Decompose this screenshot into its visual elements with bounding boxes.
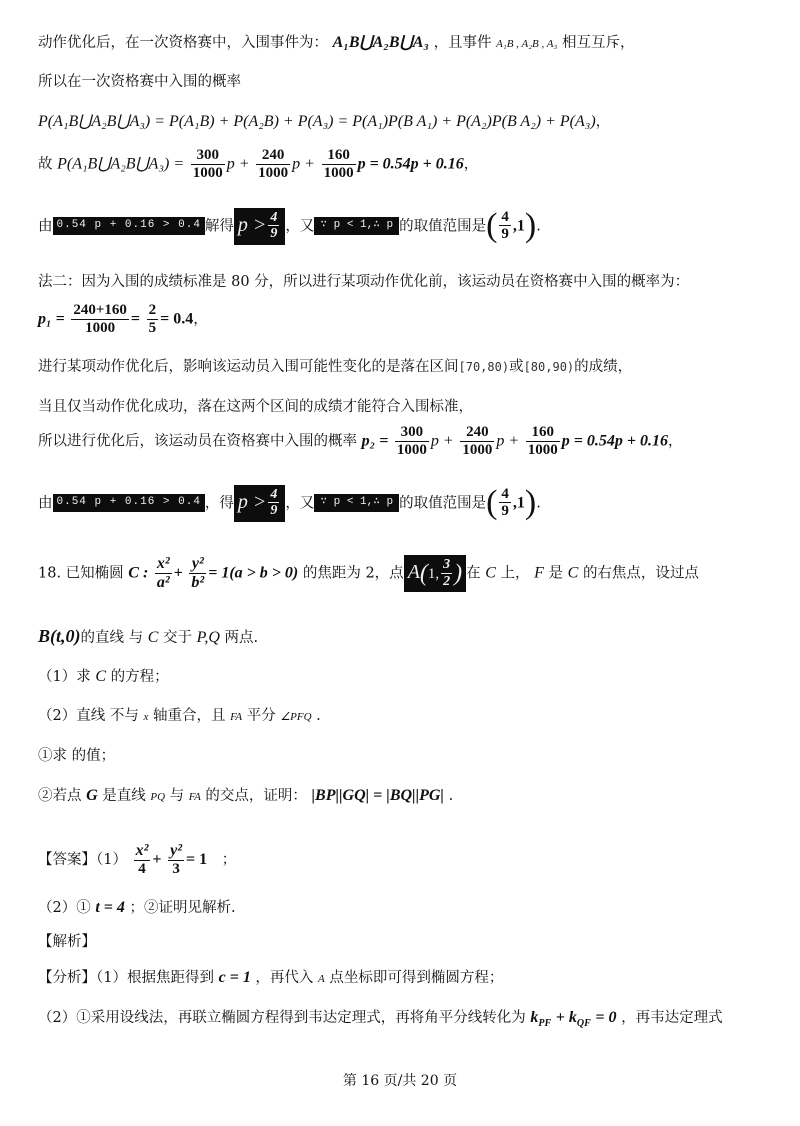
- t-value: t = 4: [95, 899, 125, 916]
- numerator: y²: [189, 556, 206, 574]
- lhs-expr: p₂ =: [361, 432, 389, 450]
- numerator: 4: [270, 486, 278, 502]
- redacted-inequality-box: 0.54 p + 0.16 > 0.4: [53, 217, 205, 235]
- fraction: [189, 556, 206, 591]
- fraction: [71, 303, 129, 336]
- line-2: [38, 73, 770, 91]
- line-1: [38, 33, 770, 53]
- fraction: [395, 425, 429, 458]
- punct: .: [536, 495, 541, 512]
- text: 故: [38, 156, 53, 173]
- text: 由: [38, 218, 53, 235]
- fraction: [441, 558, 452, 589]
- rhs-expr: = 0.4: [160, 310, 194, 328]
- page-footer: 第 16 页/共 20 页: [342, 1073, 458, 1089]
- line-3-probability-expr: [38, 112, 770, 132]
- line-7: [38, 303, 770, 336]
- denominator: 1000: [192, 164, 223, 181]
- p-label: p >: [237, 213, 267, 236]
- punct: ，: [667, 433, 683, 450]
- text: 的直线 与: [80, 630, 144, 646]
- text: ，且事件: [433, 35, 492, 51]
- point-a-box: A(1, $\frac{3}{2}$ ): [404, 555, 466, 592]
- numerator: 300: [191, 148, 225, 165]
- line-10: 所以进行优化后，该运动员在资格赛中入围的概率 p₂ = $\frac{300}{1000}$ p + $\frac{240}{1000}$ p + $\frac{160}{1000}$ p = 0.54p + 0.16，: [38, 424, 683, 458]
- ellipse-label: C :: [128, 564, 149, 582]
- denominator: 3: [172, 860, 180, 877]
- text: .: [316, 708, 321, 724]
- denominator: 4: [138, 860, 146, 877]
- numerator: 4: [501, 208, 509, 225]
- text: ；②证明见解析.: [129, 900, 236, 916]
- denominator: a²: [156, 573, 170, 591]
- point-label: A: [407, 561, 420, 584]
- answer-line-2: [38, 898, 770, 918]
- line-4: 故 P(A₁B⋃A₂B⋃A₃) = $\frac{300}{1000}$ p + $\frac{240}{1000}$ p + $\frac{160}{1000}$ p = 0.54p + 0.16，: [38, 147, 479, 181]
- probability-expansion: P(A₁B⋃A₂B⋃A₃) = P(A₁B) + P(A₂B) + P(A₃) = P(A₁)P(B A₁) + P(A₂)P(B A₂) + P(A₃): [38, 113, 596, 130]
- lhs-expr: p₁ =: [38, 310, 65, 328]
- interval-end: ,1: [512, 494, 525, 512]
- text: ，再代入: [255, 970, 314, 986]
- k-label: k: [530, 1009, 539, 1026]
- c-label: C: [147, 629, 159, 646]
- text: （2）①采用设线法，再联立椭圆方程得到韦达定理式，再将角平分线转化为: [38, 1010, 526, 1026]
- denominator: 2: [443, 573, 451, 589]
- text: 当且仅当动作优化成功，落在这两个区间的成绩才能符合入围标准，: [38, 399, 473, 415]
- text: 【答案】（1）: [38, 852, 127, 869]
- punct: ，: [463, 156, 479, 173]
- sub-question-2-1: [38, 747, 770, 765]
- denominator: 9: [270, 503, 278, 519]
- plus: +: [152, 851, 162, 869]
- punct: ，: [595, 114, 611, 130]
- text: 的焦距为 2，点: [302, 565, 404, 582]
- text: 或: [509, 359, 524, 375]
- text: 法二：因为入围的成绩标准是 80 分，所以进行某项动作优化前，该运动员在资格赛中入围的概率为：: [38, 274, 690, 290]
- fa-label: FA: [188, 791, 201, 803]
- text: ①求 的值；: [38, 748, 116, 764]
- condition-box: ∵ p < 1,∴ p: [314, 494, 399, 512]
- text: 在: [466, 565, 481, 582]
- angle-label: ∠PFQ: [280, 711, 312, 723]
- text: 【分析】（1）根据焦距得到: [38, 970, 214, 986]
- text: 交于: [163, 630, 192, 646]
- text: ，又: [285, 495, 315, 512]
- equals-one: = 1: [186, 851, 208, 869]
- fraction: [155, 556, 172, 591]
- interval: [80,90): [523, 360, 575, 374]
- p-label: p >: [237, 490, 267, 513]
- denominator: 9: [501, 503, 509, 520]
- numerator: x²: [156, 554, 170, 572]
- equals: =: [130, 310, 140, 328]
- denominator: b²: [191, 573, 205, 591]
- text: 平分: [246, 708, 276, 724]
- text: 的取值范围是: [399, 495, 487, 512]
- fraction: [460, 425, 494, 458]
- numerator: 240+160: [73, 302, 127, 318]
- numerator: 160: [322, 148, 356, 165]
- condition-box: ∵ p < 1,∴ p: [314, 217, 399, 235]
- denominator: 1000: [462, 441, 493, 458]
- fraction: [322, 148, 356, 181]
- g-label: G: [86, 787, 98, 804]
- text: （1）求: [38, 669, 91, 685]
- fraction: [268, 211, 279, 242]
- fraction: [268, 488, 279, 519]
- numerator: 300: [395, 425, 429, 442]
- text: 由: [38, 495, 53, 512]
- text: 是: [548, 565, 564, 582]
- numerator: 240: [460, 425, 494, 442]
- rhs-expr: p = 0.54p + 0.16: [357, 155, 464, 173]
- text: （2）直线 不与: [38, 708, 139, 724]
- fraction: [526, 425, 560, 458]
- question-number: 18.: [38, 565, 62, 582]
- text: 已知椭圆: [65, 565, 124, 582]
- denominator: 1000: [258, 164, 289, 181]
- redacted-inequality-box: 0.54 p + 0.16 > 0.4: [53, 494, 205, 512]
- a-label: A: [318, 973, 325, 985]
- sub-question-1: [38, 667, 770, 687]
- fraction: [147, 303, 159, 336]
- point-x: 1,: [427, 566, 440, 583]
- denominator: 9: [270, 226, 278, 242]
- p-bound-box: [234, 208, 286, 245]
- text: ；: [221, 852, 237, 869]
- fraction: [191, 148, 225, 181]
- text: 的取值范围是: [399, 218, 487, 235]
- fraction: [499, 487, 511, 520]
- proof-expression: |BP||GQ| = |BQ||PG|: [311, 787, 444, 804]
- text: 的方程；: [110, 669, 169, 685]
- interval-end: ,1: [512, 217, 525, 235]
- c-label: C: [485, 564, 496, 582]
- text: 解得: [204, 218, 234, 235]
- analysis-line-2: [38, 1008, 770, 1030]
- punct: .: [536, 218, 541, 235]
- line-5: 由 0.54 p + 0.16 > 0.4 解得 p > $\frac{4}{9}$ ，又 ∵ p < 1,∴ p 的取值范围是( $\frac{4}{9}$ ,1).: [38, 207, 541, 244]
- c-value: c = 1: [218, 969, 251, 986]
- denominator: 9: [501, 226, 509, 243]
- fraction: [256, 148, 290, 181]
- plus-k: + k: [555, 1009, 577, 1026]
- numerator: 4: [501, 485, 509, 502]
- text: ，得: [204, 495, 234, 512]
- pq-label: P,Q: [196, 629, 220, 646]
- numerator: 2: [148, 302, 157, 318]
- text: 相互互斥，: [561, 35, 635, 51]
- numerator: 160: [526, 425, 560, 442]
- text: （2）①: [38, 900, 91, 916]
- analysis-line-1: [38, 968, 770, 988]
- p-bound-box: [234, 485, 286, 522]
- line-11: 由 0.54 p + 0.16 > 0.4 ，得 p > $\frac{4}{9}$ ，又 ∵ p < 1,∴ p 的取值范围是( $\frac{4}{9}$ ,1).: [38, 484, 541, 521]
- point-b: B(t,0): [38, 626, 81, 646]
- line-8: [38, 358, 770, 376]
- plus: +: [173, 564, 183, 582]
- events-list: A₁B , A₂B , A₃: [496, 38, 558, 50]
- question-18: 18. 已知椭圆 C : $\frac{\text{x²}}{\text{a²}}$ + $\frac{\text{y²}}{\text{b²}}$ = 1(a > b > 0) 的焦距为 2，点 A(1, $\frac{3}{2}$ ) 在 C 上， F 是 C 的右焦点，设过点: [38, 554, 699, 591]
- x-label: x: [143, 711, 149, 723]
- f-label: F: [534, 564, 544, 582]
- denominator: 1000: [85, 319, 116, 336]
- text: ，再韦达定理式: [621, 1010, 723, 1026]
- text: ，又: [285, 218, 315, 235]
- lhs-expr: P(A₁B⋃A₂B⋃A₃) =: [57, 155, 185, 173]
- text: 的右焦点，设过点: [582, 565, 699, 582]
- fraction: [134, 843, 151, 877]
- text: ②若点: [38, 788, 82, 804]
- denominator: 1000: [527, 441, 558, 458]
- line-6: [38, 273, 770, 291]
- text: 轴重合，且: [152, 708, 226, 724]
- text: 所以进行优化后，该运动员在资格赛中入围的概率: [38, 433, 357, 450]
- denominator: 5: [148, 319, 157, 336]
- question-18-line-2: [38, 625, 770, 648]
- text: 【解析】: [38, 934, 96, 950]
- sub-question-2-2: [38, 786, 770, 806]
- interval: [70,80): [458, 360, 510, 374]
- numerator: 3: [443, 557, 451, 572]
- sub-question-2: [38, 707, 770, 725]
- pq-label: PQ: [150, 791, 166, 803]
- fraction: [168, 843, 184, 877]
- numerator: y²: [170, 842, 183, 859]
- rhs-expr: p = 0.54p + 0.16: [561, 432, 668, 450]
- numerator: 4: [270, 209, 278, 225]
- analysis-heading: [38, 933, 770, 951]
- numerator: 240: [256, 148, 290, 165]
- equals-zero: = 0: [595, 1009, 617, 1026]
- line-9: [38, 398, 770, 416]
- text: 两点.: [224, 630, 259, 646]
- text: 上，: [500, 565, 530, 582]
- text: 的成绩，: [574, 359, 633, 375]
- fraction: [499, 210, 511, 243]
- subscript-pf: PF: [538, 1017, 552, 1029]
- answer-line-1: [38, 843, 770, 877]
- text: 动作优化后，在一次资格赛中，入围事件为：: [38, 35, 328, 51]
- fa-label: FA: [230, 711, 243, 723]
- c-label: C: [95, 668, 107, 685]
- text: 进行某项动作优化后，影响该运动员入围可能性变化的是落在区间: [38, 359, 459, 375]
- denominator: 1000: [396, 441, 427, 458]
- text: .: [448, 788, 454, 804]
- text: 是直线: [102, 788, 146, 804]
- ellipse-condition: = 1(a > b > 0): [208, 564, 299, 582]
- punct: ，: [193, 311, 208, 328]
- event-union-expr: A₁B⋃A₂B⋃A₃: [332, 34, 429, 51]
- denominator: 1000: [323, 164, 354, 181]
- text: 点坐标即可得到椭圆方程；: [329, 970, 504, 986]
- text: 所以在一次资格赛中入围的概率: [38, 74, 241, 90]
- numerator: x²: [135, 842, 149, 859]
- text: 的交点，证明：: [205, 788, 307, 804]
- subscript-qf: QF: [576, 1017, 591, 1029]
- text: 与: [169, 788, 185, 804]
